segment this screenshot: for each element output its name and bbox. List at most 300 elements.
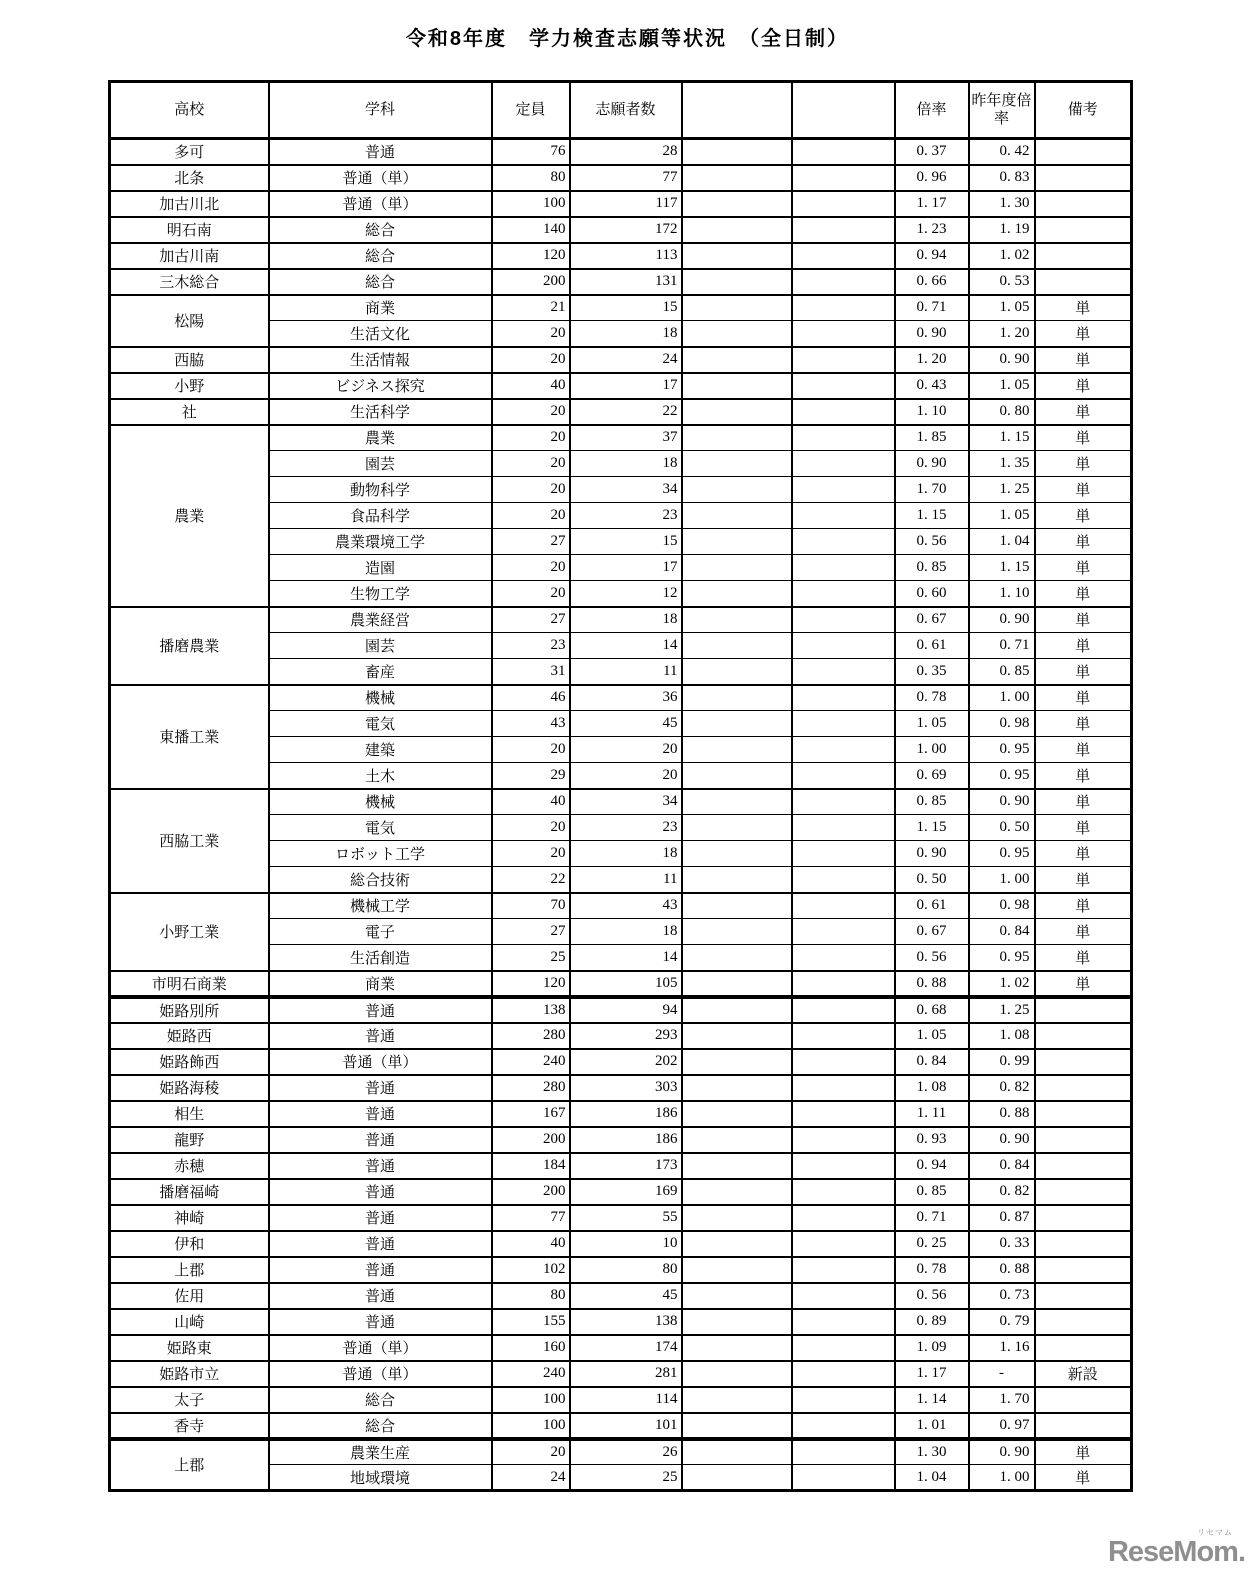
applicants-cell: 45 xyxy=(570,711,682,737)
ratio-cell: 0. 56 xyxy=(895,945,969,971)
school-name-cell: 西脇工業 xyxy=(110,789,269,893)
ratio-cell: 0. 68 xyxy=(895,997,969,1023)
ratio-cell: 0. 61 xyxy=(895,893,969,919)
remark-cell: 単 xyxy=(1035,841,1132,867)
empty-cell xyxy=(682,815,792,841)
remark-cell xyxy=(1035,1309,1132,1335)
empty-cell xyxy=(682,971,792,997)
empty-cell xyxy=(682,191,792,217)
capacity-cell: 23 xyxy=(492,633,570,659)
school-name-cell: 姫路市立 xyxy=(110,1361,269,1387)
applicants-cell: 138 xyxy=(570,1309,682,1335)
remark-cell: 単 xyxy=(1035,945,1132,971)
remark-cell: 単 xyxy=(1035,763,1132,789)
dept-cell: 普通 xyxy=(269,1127,492,1153)
empty-cell xyxy=(792,867,895,893)
remark-cell: 単 xyxy=(1035,529,1132,555)
dept-cell: 動物科学 xyxy=(269,477,492,503)
dept-cell: 農業 xyxy=(269,425,492,451)
prev-ratio-cell: 1. 20 xyxy=(969,321,1035,347)
ratio-cell: 1. 85 xyxy=(895,425,969,451)
remark-cell: 単 xyxy=(1035,737,1132,763)
ratio-cell: 1. 17 xyxy=(895,191,969,217)
capacity-cell: 140 xyxy=(492,217,570,243)
empty-cell xyxy=(682,243,792,269)
applicants-cell: 18 xyxy=(570,919,682,945)
prev-ratio-cell: 0. 42 xyxy=(969,139,1035,165)
ratio-cell: 1. 15 xyxy=(895,815,969,841)
ratio-cell: 0. 56 xyxy=(895,529,969,555)
applicants-cell: 186 xyxy=(570,1101,682,1127)
table-row xyxy=(110,1179,1132,1205)
capacity-cell: 20 xyxy=(492,503,570,529)
empty-cell xyxy=(682,555,792,581)
empty-cell xyxy=(682,217,792,243)
capacity-cell: 20 xyxy=(492,321,570,347)
ratio-cell: 1. 23 xyxy=(895,217,969,243)
prev-ratio-cell: 0. 95 xyxy=(969,737,1035,763)
school-name-cell: 西脇 xyxy=(110,347,269,373)
empty-cell xyxy=(682,607,792,633)
prev-ratio-cell: 0. 82 xyxy=(969,1179,1035,1205)
empty-cell xyxy=(792,1465,895,1491)
capacity-cell: 240 xyxy=(492,1361,570,1387)
prev-ratio-cell: 0. 80 xyxy=(969,399,1035,425)
header-ratio: 倍率 xyxy=(895,82,969,139)
dept-cell: 普通 xyxy=(269,1075,492,1101)
application-status-table xyxy=(108,80,1133,1492)
school-name-cell: 小野 xyxy=(110,373,269,399)
empty-cell xyxy=(792,945,895,971)
capacity-cell: 20 xyxy=(492,347,570,373)
prev-ratio-cell: 0. 83 xyxy=(969,165,1035,191)
dept-cell: 普通（単） xyxy=(269,1361,492,1387)
applicants-cell: 14 xyxy=(570,633,682,659)
empty-cell xyxy=(682,711,792,737)
remark-cell: 単 xyxy=(1035,919,1132,945)
remark-cell xyxy=(1035,1075,1132,1101)
prev-ratio-cell: 0. 87 xyxy=(969,1205,1035,1231)
dept-cell: 商業 xyxy=(269,971,492,997)
empty-cell xyxy=(792,321,895,347)
empty-cell xyxy=(792,347,895,373)
applicants-cell: 10 xyxy=(570,1231,682,1257)
prev-ratio-cell: 1. 02 xyxy=(969,243,1035,269)
empty-cell xyxy=(682,425,792,451)
ratio-cell: 0. 71 xyxy=(895,295,969,321)
remark-cell: 単 xyxy=(1035,893,1132,919)
empty-cell xyxy=(682,1283,792,1309)
applicants-cell: 174 xyxy=(570,1335,682,1361)
empty-cell xyxy=(792,1283,895,1309)
prev-ratio-cell: 0. 82 xyxy=(969,1075,1035,1101)
applicants-cell: 23 xyxy=(570,815,682,841)
resemom-logo-ruby: リセマム xyxy=(1197,1528,1233,1537)
table-row xyxy=(110,217,1132,243)
resemom-logo xyxy=(1107,1528,1245,1568)
empty-cell xyxy=(682,659,792,685)
ratio-cell: 1. 10 xyxy=(895,399,969,425)
prev-ratio-cell: 1. 70 xyxy=(969,1387,1035,1413)
dept-cell: 電気 xyxy=(269,815,492,841)
dept-cell: 農業生産 xyxy=(269,1439,492,1465)
capacity-cell: 80 xyxy=(492,165,570,191)
table-row xyxy=(110,165,1132,191)
remark-cell: 単 xyxy=(1035,685,1132,711)
school-name-cell: 姫路西 xyxy=(110,1023,269,1049)
dept-cell: 機械工学 xyxy=(269,893,492,919)
empty-cell xyxy=(792,529,895,555)
prev-ratio-cell: 1. 30 xyxy=(969,191,1035,217)
applicants-cell: 18 xyxy=(570,607,682,633)
ratio-cell: 0. 60 xyxy=(895,581,969,607)
table-row xyxy=(110,373,1132,399)
prev-ratio-cell: 1. 02 xyxy=(969,971,1035,997)
school-name-cell: 姫路東 xyxy=(110,1335,269,1361)
empty-cell xyxy=(792,217,895,243)
applicants-cell: 169 xyxy=(570,1179,682,1205)
prev-ratio-cell: 0. 98 xyxy=(969,711,1035,737)
capacity-cell: 20 xyxy=(492,815,570,841)
empty-cell xyxy=(792,789,895,815)
applicants-cell: 15 xyxy=(570,529,682,555)
capacity-cell: 24 xyxy=(492,1465,570,1491)
table-row xyxy=(110,607,1132,633)
remark-cell: 単 xyxy=(1035,555,1132,581)
applicants-cell: 202 xyxy=(570,1049,682,1075)
capacity-cell: 155 xyxy=(492,1309,570,1335)
empty-cell xyxy=(792,1335,895,1361)
applicants-cell: 45 xyxy=(570,1283,682,1309)
empty-cell xyxy=(682,1257,792,1283)
empty-cell xyxy=(792,1413,895,1439)
dept-cell: 土木 xyxy=(269,763,492,789)
prev-ratio-cell: 1. 04 xyxy=(969,529,1035,555)
dept-cell: 生活科学 xyxy=(269,399,492,425)
prev-ratio-cell: 0. 90 xyxy=(969,347,1035,373)
remark-cell xyxy=(1035,1023,1132,1049)
prev-ratio-cell: 0. 95 xyxy=(969,763,1035,789)
ratio-cell: 0. 69 xyxy=(895,763,969,789)
empty-cell xyxy=(682,685,792,711)
remark-cell: 単 xyxy=(1035,295,1132,321)
empty-cell xyxy=(682,1153,792,1179)
school-name-cell: 農業 xyxy=(110,425,269,607)
empty-cell xyxy=(792,555,895,581)
empty-cell xyxy=(682,165,792,191)
header-row xyxy=(110,82,1132,139)
dept-cell: 生物工学 xyxy=(269,581,492,607)
empty-cell xyxy=(792,737,895,763)
capacity-cell: 120 xyxy=(492,971,570,997)
ratio-cell: 1. 09 xyxy=(895,1335,969,1361)
capacity-cell: 21 xyxy=(492,295,570,321)
empty-cell xyxy=(792,1231,895,1257)
dept-cell: 普通 xyxy=(269,1101,492,1127)
school-name-cell: 上郡 xyxy=(110,1439,269,1491)
capacity-cell: 27 xyxy=(492,529,570,555)
table-row xyxy=(110,1257,1132,1283)
empty-cell xyxy=(682,477,792,503)
applicants-cell: 303 xyxy=(570,1075,682,1101)
school-name-cell: 太子 xyxy=(110,1387,269,1413)
applicants-cell: 172 xyxy=(570,217,682,243)
remark-cell: 単 xyxy=(1035,581,1132,607)
capacity-cell: 200 xyxy=(492,1179,570,1205)
empty-cell xyxy=(682,1387,792,1413)
prev-ratio-cell: 1. 00 xyxy=(969,1465,1035,1491)
empty-cell xyxy=(682,763,792,789)
empty-cell xyxy=(682,997,792,1023)
applicants-cell: 34 xyxy=(570,789,682,815)
capacity-cell: 280 xyxy=(492,1075,570,1101)
remark-cell: 新設 xyxy=(1035,1361,1132,1387)
school-name-cell: 姫路海稜 xyxy=(110,1075,269,1101)
applicants-cell: 94 xyxy=(570,997,682,1023)
ratio-cell: 1. 11 xyxy=(895,1101,969,1127)
dept-cell: ロボット工学 xyxy=(269,841,492,867)
empty-cell xyxy=(682,1049,792,1075)
empty-cell xyxy=(792,659,895,685)
capacity-cell: 27 xyxy=(492,607,570,633)
remark-cell xyxy=(1035,269,1132,295)
school-name-cell: 松陽 xyxy=(110,295,269,347)
dept-cell: 生活創造 xyxy=(269,945,492,971)
ratio-cell: 0. 93 xyxy=(895,1127,969,1153)
school-name-cell: 上郡 xyxy=(110,1257,269,1283)
ratio-cell: 0. 56 xyxy=(895,1283,969,1309)
school-name-cell: 北条 xyxy=(110,165,269,191)
applicants-cell: 55 xyxy=(570,1205,682,1231)
remark-cell xyxy=(1035,1413,1132,1439)
empty-cell xyxy=(792,633,895,659)
ratio-cell: 1. 70 xyxy=(895,477,969,503)
capacity-cell: 20 xyxy=(492,451,570,477)
header-capacity: 定員 xyxy=(492,82,570,139)
capacity-cell: 22 xyxy=(492,867,570,893)
dept-cell: 総合 xyxy=(269,269,492,295)
prev-ratio-cell: 1. 05 xyxy=(969,295,1035,321)
empty-cell xyxy=(792,1075,895,1101)
table-row xyxy=(110,997,1132,1023)
empty-cell xyxy=(792,165,895,191)
ratio-cell: 0. 90 xyxy=(895,841,969,867)
capacity-cell: 20 xyxy=(492,425,570,451)
applicants-cell: 11 xyxy=(570,867,682,893)
remark-cell: 単 xyxy=(1035,1465,1132,1491)
dept-cell: 商業 xyxy=(269,295,492,321)
ratio-cell: 0. 66 xyxy=(895,269,969,295)
capacity-cell: 76 xyxy=(492,139,570,165)
dept-cell: ビジネス探究 xyxy=(269,373,492,399)
empty-cell xyxy=(682,1465,792,1491)
remark-cell: 単 xyxy=(1035,633,1132,659)
remark-cell: 単 xyxy=(1035,711,1132,737)
resemom-logo-text: ReseMom. xyxy=(1107,1536,1245,1568)
empty-cell xyxy=(682,347,792,373)
prev-ratio-cell: 1. 00 xyxy=(969,867,1035,893)
ratio-cell: 0. 85 xyxy=(895,1179,969,1205)
empty-cell xyxy=(792,191,895,217)
school-name-cell: 市明石商業 xyxy=(110,971,269,997)
school-name-cell: 社 xyxy=(110,399,269,425)
prev-ratio-cell: 1. 16 xyxy=(969,1335,1035,1361)
ratio-cell: 1. 00 xyxy=(895,737,969,763)
ratio-cell: 0. 78 xyxy=(895,685,969,711)
table-row xyxy=(110,789,1132,815)
ratio-cell: 0. 37 xyxy=(895,139,969,165)
table-row xyxy=(110,1361,1132,1387)
capacity-cell: 77 xyxy=(492,1205,570,1231)
prev-ratio-cell: 0. 90 xyxy=(969,789,1035,815)
empty-cell xyxy=(792,1257,895,1283)
dept-cell: 普通 xyxy=(269,1257,492,1283)
prev-ratio-cell: 0. 50 xyxy=(969,815,1035,841)
table-body xyxy=(110,139,1132,1491)
applicants-cell: 22 xyxy=(570,399,682,425)
remark-cell: 単 xyxy=(1035,867,1132,893)
remark-cell xyxy=(1035,1387,1132,1413)
applicants-cell: 117 xyxy=(570,191,682,217)
capacity-cell: 27 xyxy=(492,919,570,945)
capacity-cell: 40 xyxy=(492,1231,570,1257)
ratio-cell: 0. 67 xyxy=(895,919,969,945)
empty-cell xyxy=(792,815,895,841)
ratio-cell: 1. 14 xyxy=(895,1387,969,1413)
dept-cell: 総合 xyxy=(269,1413,492,1439)
capacity-cell: 70 xyxy=(492,893,570,919)
ratio-cell: 1. 05 xyxy=(895,711,969,737)
empty-cell xyxy=(682,1231,792,1257)
empty-cell xyxy=(682,1439,792,1465)
ratio-cell: 0. 89 xyxy=(895,1309,969,1335)
empty-cell xyxy=(792,373,895,399)
school-name-cell: 加古川南 xyxy=(110,243,269,269)
prev-ratio-cell: 0. 73 xyxy=(969,1283,1035,1309)
capacity-cell: 184 xyxy=(492,1153,570,1179)
empty-cell xyxy=(792,425,895,451)
dept-cell: 電子 xyxy=(269,919,492,945)
capacity-cell: 100 xyxy=(492,1413,570,1439)
table-row xyxy=(110,893,1132,919)
header-remark: 備考 xyxy=(1035,82,1132,139)
remark-cell: 単 xyxy=(1035,347,1132,373)
applicants-cell: 11 xyxy=(570,659,682,685)
empty-cell xyxy=(682,945,792,971)
prev-ratio-cell: 1. 15 xyxy=(969,555,1035,581)
empty-cell xyxy=(682,867,792,893)
empty-cell xyxy=(792,1309,895,1335)
capacity-cell: 20 xyxy=(492,1439,570,1465)
applicants-cell: 36 xyxy=(570,685,682,711)
capacity-cell: 20 xyxy=(492,737,570,763)
table-row xyxy=(110,1101,1132,1127)
empty-cell xyxy=(682,1309,792,1335)
prev-ratio-cell: 1. 25 xyxy=(969,997,1035,1023)
capacity-cell: 100 xyxy=(492,1387,570,1413)
empty-cell xyxy=(682,1101,792,1127)
dept-cell: 造園 xyxy=(269,555,492,581)
school-name-cell: 小野工業 xyxy=(110,893,269,971)
ratio-cell: 1. 01 xyxy=(895,1413,969,1439)
dept-cell: 総合 xyxy=(269,217,492,243)
prev-ratio-cell: 0. 97 xyxy=(969,1413,1035,1439)
ratio-cell: 1. 05 xyxy=(895,1023,969,1049)
applicants-cell: 37 xyxy=(570,425,682,451)
empty-cell xyxy=(682,1335,792,1361)
table-row xyxy=(110,1075,1132,1101)
applicants-cell: 17 xyxy=(570,555,682,581)
remark-cell xyxy=(1035,1153,1132,1179)
header-empty-2 xyxy=(792,82,895,139)
prev-ratio-cell: 0. 79 xyxy=(969,1309,1035,1335)
school-name-cell: 伊和 xyxy=(110,1231,269,1257)
school-name-cell: 東播工業 xyxy=(110,685,269,789)
dept-cell: 総合 xyxy=(269,243,492,269)
capacity-cell: 46 xyxy=(492,685,570,711)
remark-cell xyxy=(1035,243,1132,269)
empty-cell xyxy=(792,893,895,919)
empty-cell xyxy=(682,321,792,347)
empty-cell xyxy=(792,607,895,633)
capacity-cell: 100 xyxy=(492,191,570,217)
dept-cell: 総合 xyxy=(269,1387,492,1413)
dept-cell: 畜産 xyxy=(269,659,492,685)
empty-cell xyxy=(792,841,895,867)
applicants-cell: 131 xyxy=(570,269,682,295)
empty-cell xyxy=(792,763,895,789)
ratio-cell: 0. 88 xyxy=(895,971,969,997)
prev-ratio-cell: 1. 10 xyxy=(969,581,1035,607)
applicants-cell: 77 xyxy=(570,165,682,191)
dept-cell: 普通（単） xyxy=(269,191,492,217)
applicants-cell: 12 xyxy=(570,581,682,607)
remark-cell xyxy=(1035,1335,1132,1361)
prev-ratio-cell: 0. 85 xyxy=(969,659,1035,685)
remark-cell xyxy=(1035,1049,1132,1075)
ratio-cell: 0. 35 xyxy=(895,659,969,685)
ratio-cell: 0. 61 xyxy=(895,633,969,659)
empty-cell xyxy=(682,295,792,321)
applicants-cell: 26 xyxy=(570,1439,682,1465)
capacity-cell: 43 xyxy=(492,711,570,737)
empty-cell xyxy=(682,841,792,867)
applicants-cell: 28 xyxy=(570,139,682,165)
ratio-cell: 1. 15 xyxy=(895,503,969,529)
school-name-cell: 明石南 xyxy=(110,217,269,243)
remark-cell: 単 xyxy=(1035,503,1132,529)
dept-cell: 総合技術 xyxy=(269,867,492,893)
table-row xyxy=(110,1231,1132,1257)
empty-cell xyxy=(792,919,895,945)
school-name-cell: 播磨農業 xyxy=(110,607,269,685)
ratio-cell: 0. 67 xyxy=(895,607,969,633)
capacity-cell: 40 xyxy=(492,789,570,815)
capacity-cell: 20 xyxy=(492,555,570,581)
applicants-cell: 173 xyxy=(570,1153,682,1179)
dept-cell: 生活文化 xyxy=(269,321,492,347)
prev-ratio-cell: 1. 35 xyxy=(969,451,1035,477)
applicants-cell: 186 xyxy=(570,1127,682,1153)
applicants-cell: 43 xyxy=(570,893,682,919)
header-empty-1 xyxy=(682,82,792,139)
dept-cell: 機械 xyxy=(269,789,492,815)
empty-cell xyxy=(792,1127,895,1153)
empty-cell xyxy=(682,893,792,919)
empty-cell xyxy=(682,737,792,763)
prev-ratio-cell: 1. 00 xyxy=(969,685,1035,711)
empty-cell xyxy=(792,971,895,997)
